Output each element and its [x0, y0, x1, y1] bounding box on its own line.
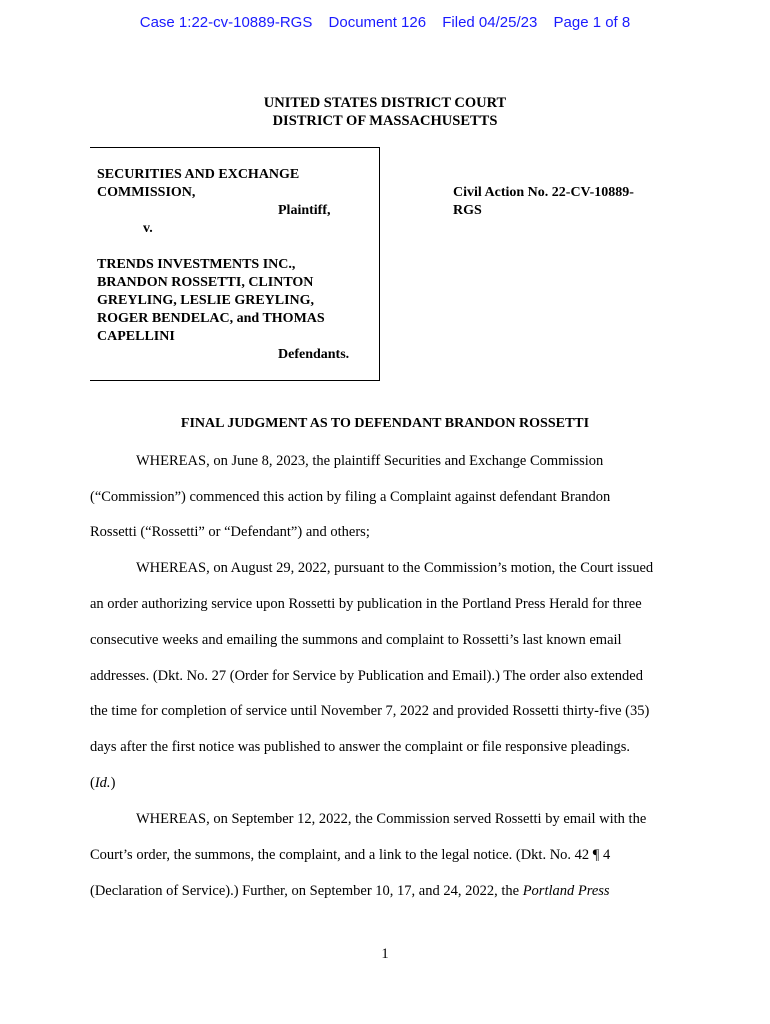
body-line: WHEREAS, on September 12, 2022, the Commission served Rossetti by email with the [136, 811, 647, 827]
body-line: Court’s order, the summons, the complaint, and a link to the legal notice. (Dkt. No. 42 ¶ 4 [90, 847, 611, 863]
plaintiff-role: Plaintiff, [278, 203, 331, 218]
ecf-header [0, 14, 770, 31]
civil-action-line2: RGS [453, 203, 482, 218]
body-line: WHEREAS, on June 8, 2023, the plaintiff Securities and Exchange Commission [136, 453, 604, 469]
body-line: consecutive weeks and emailing the summons and complaint to Rossetti’s last known email [90, 632, 622, 648]
publication-name: Portland Press [522, 883, 610, 899]
defendants-line: ROGER BENDELAC, and THOMAS [97, 311, 325, 326]
body-line [90, 882, 690, 900]
court-name: UNITED STATES DISTRICT COURT [263, 95, 507, 111]
document-number: Document 126 [328, 14, 427, 31]
paren-open: ( [90, 775, 95, 791]
body-line: Rossetti (“Rossetti” or “Defendant”) and others; [90, 524, 370, 540]
id-citation: Id. [94, 775, 111, 791]
paren-close: ) [110, 775, 116, 791]
defendants-line: GREYLING, LESLIE GREYLING, [97, 293, 315, 308]
defendants-line: BRANDON ROSSETTI, CLINTON [97, 275, 314, 290]
document-title: FINAL JUDGMENT AS TO DEFENDANT BRANDON ROSSETTI [180, 416, 590, 431]
defendants-role: Defendants. [278, 347, 350, 362]
court-heading [0, 94, 770, 130]
plaintiff-name-line2: COMMISSION, [97, 185, 196, 200]
body-text: (Declaration of Service).) Further, on September 10, 17, and 24, 2022, the [90, 883, 523, 899]
versus: v. [143, 221, 153, 236]
page-indicator: Page 1 of 8 [553, 14, 631, 31]
body-line: an order authorizing service upon Rossetti by publication in the Portland Press Herald for three [90, 596, 642, 612]
defendants-line: CAPELLINI [97, 329, 175, 344]
plaintiff-name-line1: SECURITIES AND EXCHANGE [97, 167, 300, 182]
body-line: addresses. (Dkt. No. 27 (Order for Service by Publication and Email).) The order also extended [90, 668, 643, 684]
filed-date: Filed 04/25/23 [442, 14, 538, 31]
civil-action-number [453, 184, 673, 220]
body-line: days after the first notice was published to answer the complaint or file responsive pleadings. [90, 739, 630, 755]
page-number: 1 [381, 946, 389, 962]
case-number: Case 1:22-cv-10889-RGS [139, 14, 313, 31]
body-line [90, 774, 690, 792]
civil-action-line1: Civil Action No. 22-CV-10889- [453, 185, 634, 200]
body-line: (“Commission”) commenced this action by filing a Complaint against defendant Brandon [90, 489, 611, 505]
court-district: DISTRICT OF MASSACHUSETTS [272, 113, 498, 129]
body-line: the time for completion of service until November 7, 2022 and provided Rossetti thirty-five (35) [90, 703, 650, 719]
defendants-line: TRENDS INVESTMENTS INC., [97, 257, 296, 272]
body-line: WHEREAS, on August 29, 2022, pursuant to the Commission’s motion, the Court issued [136, 560, 654, 576]
